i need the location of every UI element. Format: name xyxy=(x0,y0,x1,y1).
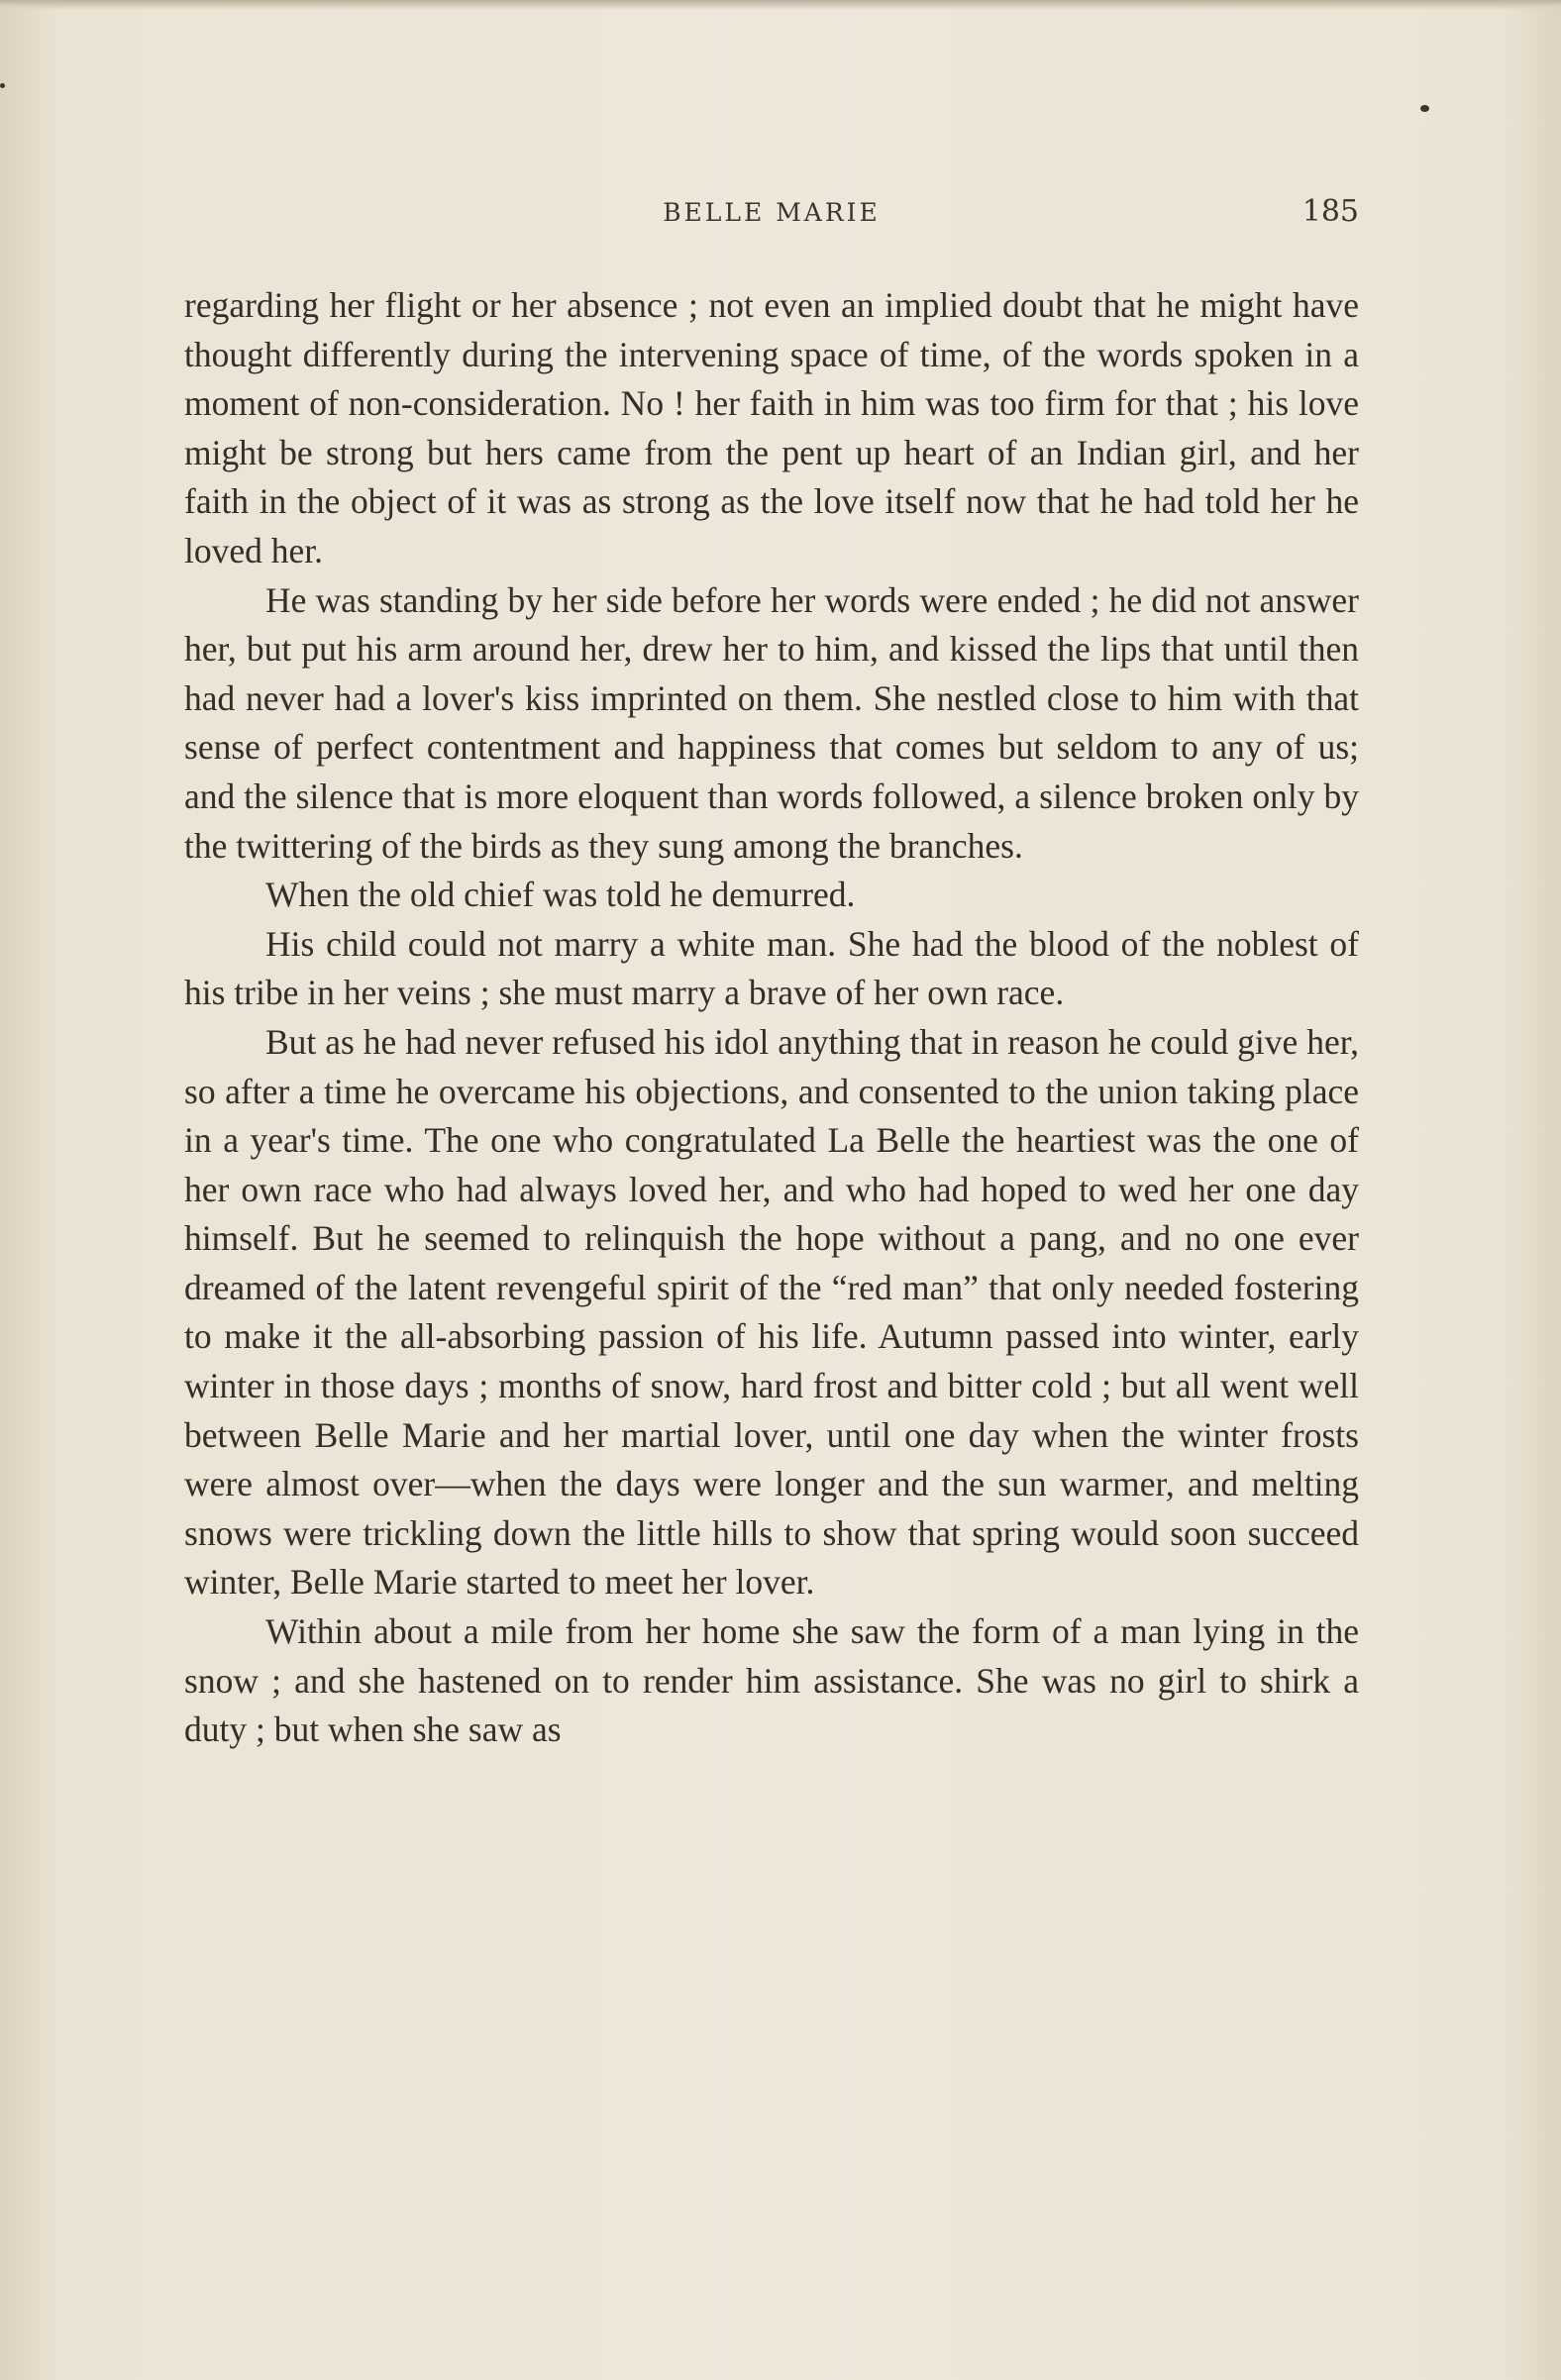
paragraph: His child could not marry a white man. She had the blood of the noblest of his tribe in her veins ; she must marry a brave of her own race. xyxy=(184,923,1359,1013)
paragraph: But as he had never refused his idol anything that in reason he could give her, so after a time he overcame his objections, and consented to the union taking place in a year's time. The one who congratulated La Belle the heartiest was the one of her own race who had always loved her, and who had hoped to wed her one day himself. But he seemed to relinquish the hope without a pang, and no one ever dreamed of the latent revengeful spirit of the “red man” that only needed fostering to make it the all-absorbing passion of his life. Autumn passed into winter, early winter in those days ; months of snow, hard frost and bitter cold ; but all went well between Belle Marie and her martial lover, until one day when the winter frosts were almost over—when the days were longer and the sun warmer, and melting snows were trickling down the little hills to show that spring would soon succeed winter, Belle Marie started to meet her lover. xyxy=(184,1021,1359,1603)
page-number: 185 xyxy=(1301,194,1359,229)
body-text xyxy=(184,281,1359,1755)
ink-speck xyxy=(0,83,5,88)
ink-speck xyxy=(1420,105,1429,112)
paragraph: He was standing by her side before her words were ended ; he did not answer her, but put his arm around her, drew her to him, and kissed the lips that until then had never had a lover's kiss imprinted on them. She nestled close to him with that sense of perfect contentment and happiness that comes but seldom to any of us; and the silence that is more eloquent than words followed, a silence broken only by the twittering of the birds as they sung among the branches. xyxy=(184,579,1359,866)
running-head: BELLE MARIE xyxy=(663,198,881,227)
page-top-edge xyxy=(0,0,1561,10)
paragraph: When the old chief was told he demurred. xyxy=(265,875,856,915)
paragraph: regarding her flight or her absence ; not even an implied doubt that he might have thought differently during the intervening space of time, of the words spoken in a moment of non-consideration. No ! her faith in him was too firm for that ; his love might be strong but hers came from the pent up heart of an Indian girl, and her faith in the object of it was as strong as the love itself now that he had told her he loved her. xyxy=(184,285,1359,570)
page-header xyxy=(184,194,1359,238)
paragraph: Within about a mile from her home she saw the form of a man lying in the snow ; and she hastened on to render him assistance. She was no girl to shirk a duty ; but when she saw as xyxy=(184,1611,1359,1750)
